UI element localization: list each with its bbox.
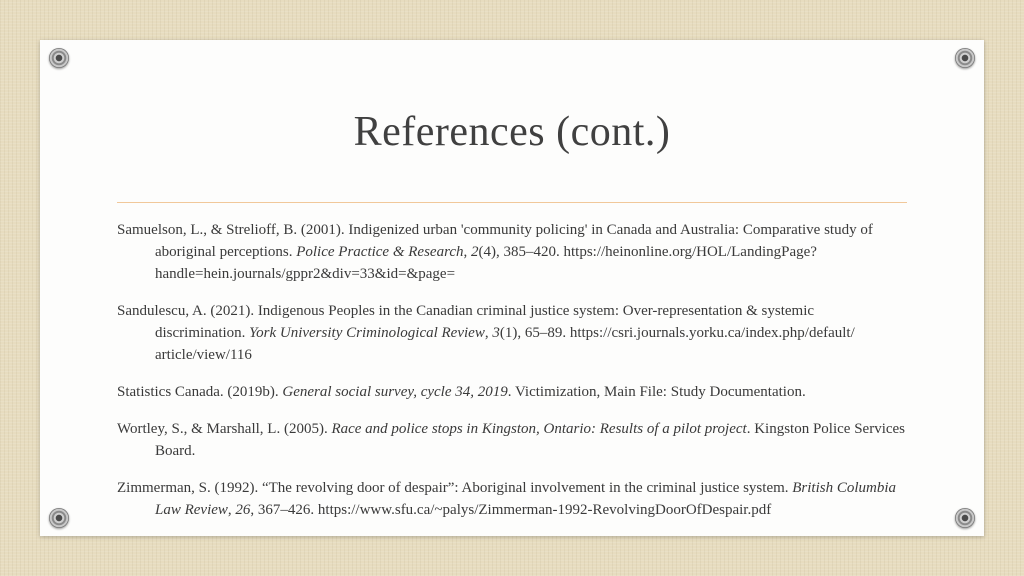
reference-zimmerman: Zimmerman, S. (1992). “The revolving door of despair”: Aboriginal involvement in the criminal justice system. British Columbia Law Review, 26, 367–426. https://www.sfu.ca/~palys/Zimmerman-1992-RevolvingDoorOfDespair.pdf: [117, 480, 897, 518]
pushpin-icon: [955, 508, 975, 528]
pushpin-icon: [49, 48, 69, 68]
journal-title: York University Criminological Review: [249, 325, 485, 341]
reference-list: [117, 219, 907, 521]
reference-samuelson: Samuelson, L., & Strelioff, B. (2001). Indigenized urban 'community policing' in Canada and Australia: Comparative study of aboriginal perceptions. Police Practice & Research, 2(4), 385–420. https://heinonline.org/HOL/LandingPage? handle=hein.journals/gppr2&div=33&id=&page=: [117, 222, 873, 282]
title-divider: [117, 202, 907, 203]
reference-wortley: Wortley, S., & Marshall, L. (2005). Race and police stops in Kingston, Ontario: Results of a pilot project. Kingston Police Services Board.: [117, 421, 906, 459]
journal-title: British Columbia Law Review: [155, 480, 897, 518]
journal-title: Police Practice & Research: [296, 244, 464, 260]
reference-statistics-canada: Statistics Canada. (2019b). General social survey, cycle 34, 2019. Victimization, Main File: Study Documentation.: [117, 384, 806, 400]
volume-number: 26: [235, 502, 251, 518]
work-title: General social survey, cycle 34, 2019: [282, 384, 508, 400]
pushpin-icon: [955, 48, 975, 68]
pushpin-icon: [49, 508, 69, 528]
volume-number: 2: [471, 244, 479, 260]
work-title: Race and police stops in Kingston, Ontario: Results of a pilot project: [331, 421, 747, 437]
slide-title: References (cont.): [353, 109, 671, 155]
reference-sandulescu: Sandulescu, A. (2021). Indigenous Peoples in the Canadian criminal justice system: Over-representation & systemic discrimination. York University Criminological Review, 3(1), 65–89. https://csri.journals.yorku.ca/index.php/default/ article/view/116: [117, 303, 855, 363]
volume-number: 3: [492, 325, 500, 341]
